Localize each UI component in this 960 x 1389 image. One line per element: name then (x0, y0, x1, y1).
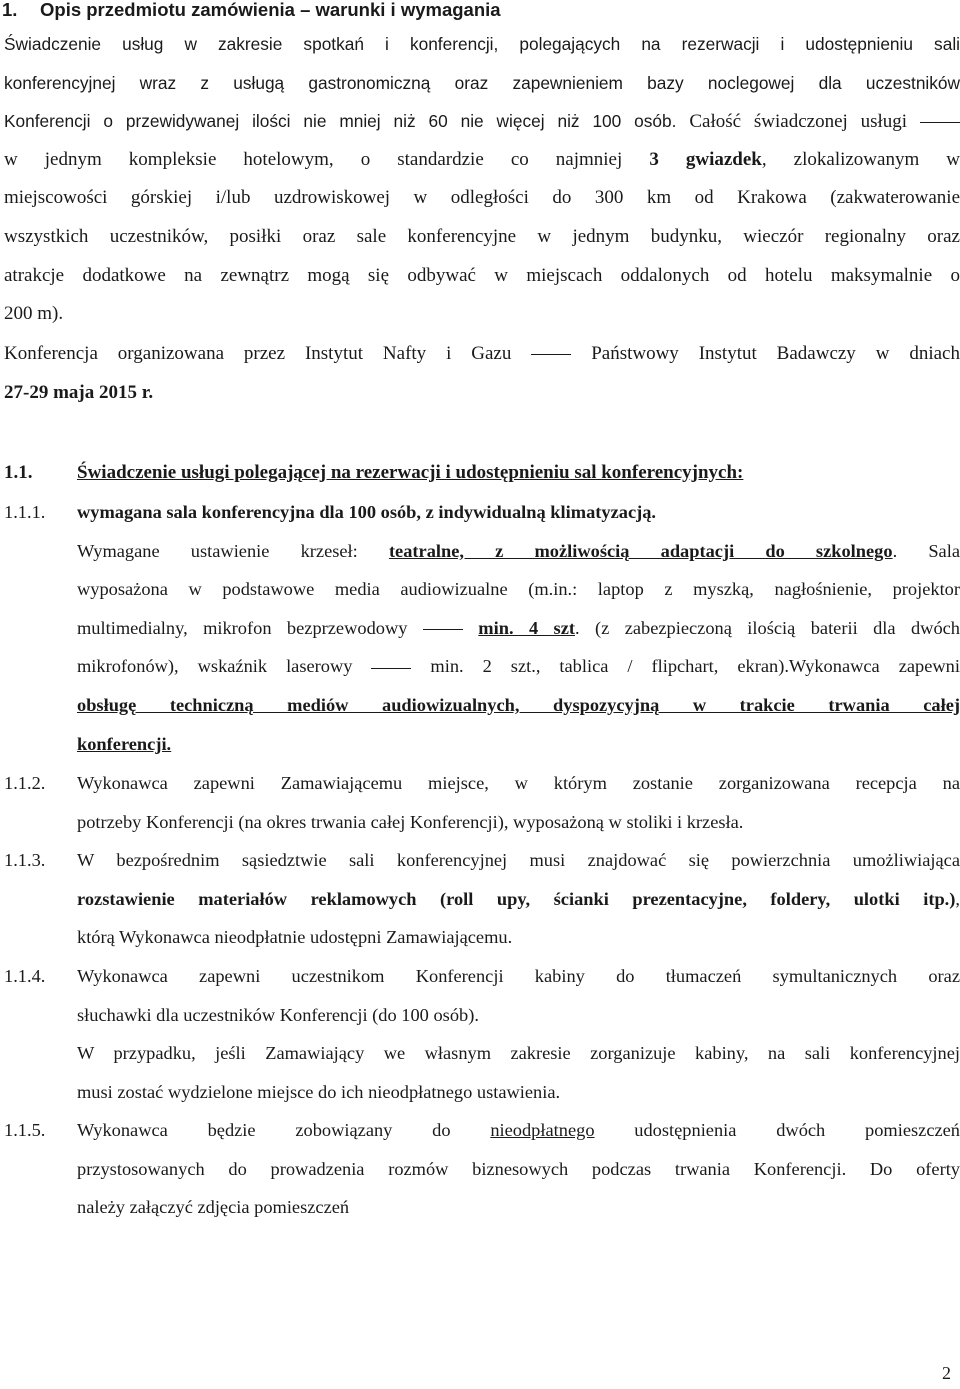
page-number: 2 (942, 1363, 951, 1383)
bold-text: wymagana sala konferencyjna dla 100 osób, z indywidualną klimatyzacją. (77, 502, 657, 522)
paragraph-line (77, 493, 960, 532)
item-body (77, 764, 960, 841)
item-body (77, 957, 960, 1111)
section-title: Opis przedmiotu zamówienia – warunki i wymagania (40, 0, 501, 20)
underlined-bold-text: teatralne, z możliwością adaptacji do szkolnego (388, 540, 893, 561)
paragraph-line (77, 609, 960, 648)
em-dash (531, 354, 571, 355)
text-run: multimedialny, mikrofon bezprzewodowy (77, 617, 423, 638)
paragraph-line (4, 374, 960, 413)
paragraph-line: konferencyjnej wraz z usługą gastronomiczną oraz zapewnieniem bazy noclegowej dla uczestników (4, 72, 960, 93)
underlined-bold-text: konferencji. (77, 733, 172, 754)
text-run: , zlokalizowanym w (761, 148, 960, 170)
paragraph-line: wszystkich uczestników, posiłki oraz sale konferencyjne w jednym budynku, wieczór regionalny oraz (4, 225, 960, 247)
paragraph-line: wyposażona w podstawowe media audiowizualne (m.in.: laptop z myszką, nagłośnienie, projektor (77, 579, 960, 600)
bold-text: rozstawienie materiałów reklamowych (roll upy, ścianki prezentacyjne, foldery, ulotki itp.) (77, 888, 956, 909)
subsection-heading (4, 454, 960, 492)
paragraph-line: W bezpośrednim sąsiedztwie sali konferencyjnej musi znajdować się powierzchnia umożliwiająca (77, 850, 960, 870)
em-dash (371, 668, 411, 669)
item-number: 1.1.4. (4, 966, 46, 986)
text-run: . Sala (892, 540, 960, 561)
paragraph-line: Świadczenie usług w zakresie spotkań i konferencji, polegających na rezerwacji i udostępnieniu sali (4, 34, 960, 54)
intro-paragraph (4, 25, 960, 334)
text-run: . (z zabezpieczoną ilością baterii dla dwóch (575, 617, 960, 638)
paragraph-line: musi zostać wydzielone miejsce do ich nieodpłatnego ustawienia. (77, 1081, 561, 1102)
text-run: Państwowy Instytut Badawczy w dniach (571, 343, 960, 364)
subsection-title: Świadczenie usługi polegającej na rezerwacji i udostępnieniu sal konferencyjnych: (77, 462, 744, 483)
paragraph-line (4, 141, 960, 180)
paragraph-line: Wykonawca zapewni Zamawiającemu miejsce, w którym zostanie zorganizowana recepcja na (77, 773, 960, 793)
paragraph-line (77, 647, 960, 686)
paragraph-line: którą Wykonawca nieodpłatnie udostępni Zamawiającemu. (77, 927, 513, 948)
paragraph-line (77, 1111, 960, 1150)
paragraph-line (77, 686, 960, 725)
paragraph-line: przystosowanych do prowadzenia rozmów biznesowych podczas trwania Konferencji. Do oferty (77, 1158, 960, 1179)
paragraph-line: należy załączyć zdjęcia pomieszczeń (77, 1197, 350, 1218)
underlined-bold-text: obsługę techniczną mediów audiowizualnych, dyspozycyjną w trakcie trwania całej (77, 694, 960, 715)
conference-dates: 27-29 maja 2015 r. (4, 381, 154, 403)
paragraph-line (77, 725, 960, 764)
paragraph-line (4, 102, 960, 141)
paragraph-line: potrzeby Konferencji (na okres trwania całej Konferencji), wyposażoną w stoliki i krzesła. (77, 811, 744, 832)
paragraph-line (77, 532, 960, 571)
paragraph-line: W przypadku, jeśli Zamawiający we własnym zakresie zorganizuje kabiny, na sali konferencyjnej (77, 1043, 960, 1064)
em-dash (423, 629, 463, 630)
underlined-bold-text: min. 4 szt (478, 617, 575, 638)
text-run: Wymagane ustawienie krzeseł: (77, 540, 389, 561)
paragraph-line (4, 335, 960, 374)
em-dash (920, 122, 960, 123)
text-run: udostępnienia dwóch pomieszczeń (594, 1120, 960, 1140)
conference-paragraph (4, 335, 960, 412)
paragraph-line (77, 880, 960, 919)
section-number: 1. (2, 0, 18, 20)
subsection-number: 1.1. (4, 462, 33, 483)
section-heading (2, 0, 501, 25)
item-body (77, 1111, 960, 1227)
text-run: mikrofonów), wskaźnik laserowy (77, 656, 372, 677)
item-number: 1.1.1. (4, 502, 46, 522)
text-run: Konferencji o przewidywanej ilości nie mniej niż 60 nie więcej niż 100 osób. (4, 111, 690, 132)
paragraph-line: 200 m). (4, 303, 64, 325)
text-run: Konferencja organizowana przez Instytut Nafty i Gazu (4, 343, 532, 364)
text-run: min. 2 szt., tablica / flipchart, ekran).Wykonawca zapewni (411, 656, 960, 677)
paragraph-line: atrakcje dodatkowe na zewnątrz mogą się odbywać w miejscach oddalonych od hotelu maksymalnie o (4, 264, 960, 286)
text-run: Całość świadczonej usługi (689, 111, 908, 133)
underlined-text: nieodpłatnego (490, 1120, 595, 1140)
item-number: 1.1.5. (4, 1120, 46, 1140)
paragraph-line: Wykonawca zapewni uczestnikom Konferencji kabiny do tłumaczeń symultanicznych oraz (77, 966, 960, 986)
item-number: 1.1.3. (4, 850, 46, 870)
item-number: 1.1.2. (4, 773, 46, 793)
paragraph-line: słuchawki dla uczestników Konferencji (do 100 osób). (77, 1004, 479, 1025)
text-run: , (955, 888, 960, 909)
paragraph-line: miejscowości górskiej i/lub uzdrowiskowej w odległości do 300 km od Krakowa (zakwaterowanie (4, 187, 960, 209)
text-run: Wykonawca będzie zobowiązany do (77, 1120, 491, 1140)
item-body (77, 841, 960, 957)
item-body (77, 493, 960, 763)
bold-text: 3 gwiazdek (649, 148, 762, 170)
text-run: w jednym kompleksie hotelowym, o standardzie co najmniej (4, 148, 650, 170)
